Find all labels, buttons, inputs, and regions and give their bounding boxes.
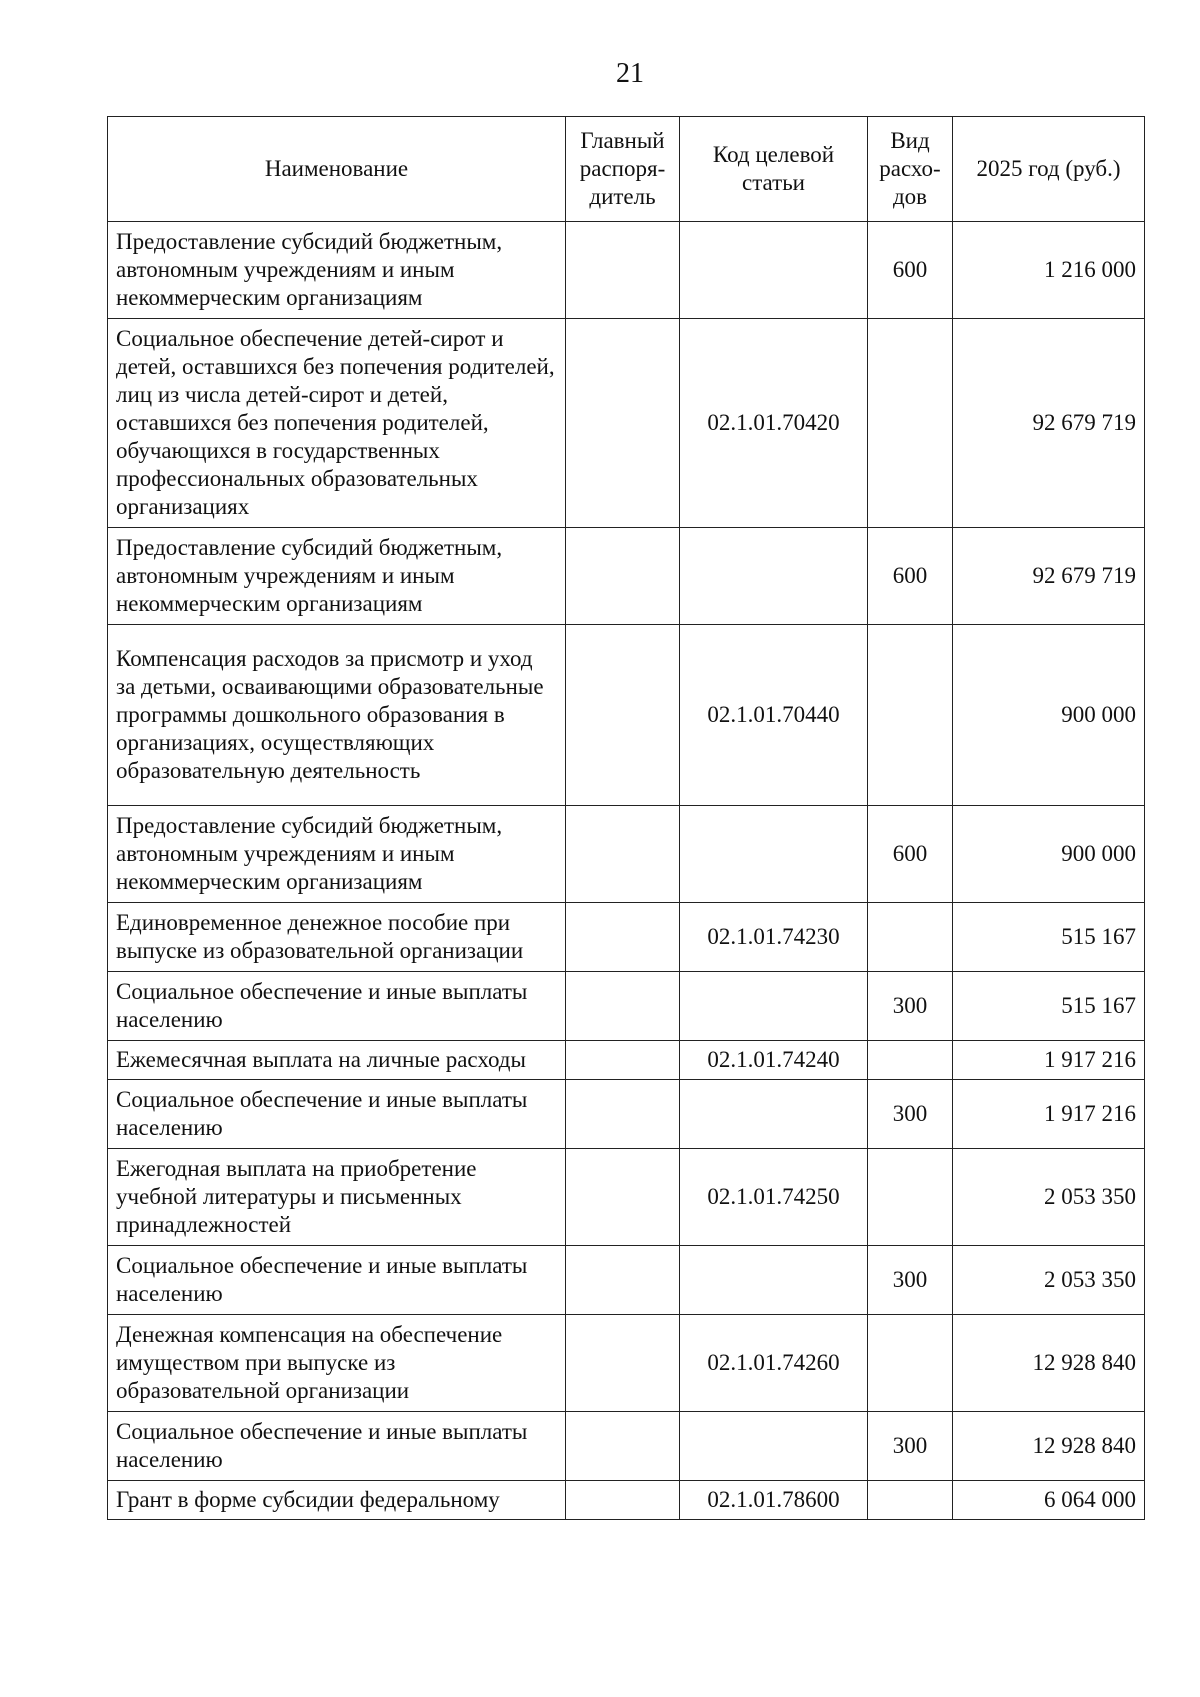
page-number: 21 [616,58,644,89]
row-sum: 515 167 [953,972,1145,1041]
table-row [108,1041,1145,1080]
row-sum: 515 167 [953,903,1145,972]
row-target-code [680,1412,868,1481]
row-expense-type: 300 [868,1080,953,1149]
row-sum: 900 000 [953,806,1145,903]
table-row [108,1481,1145,1520]
row-expense-type [868,903,953,972]
budget-table [107,116,1145,1520]
row-main-manager [566,1412,680,1481]
header-expense-type: Вид расхо-дов [868,117,953,222]
row-name: Ежегодная выплата на приобретение учебной литературы и письменных принадлежностей [108,1149,566,1246]
header-name: Наименование [108,117,566,222]
row-expense-type: 300 [868,1412,953,1481]
row-sum: 92 679 719 [953,528,1145,625]
row-main-manager [566,528,680,625]
table-row [108,1080,1145,1149]
row-sum: 92 679 719 [953,319,1145,528]
row-sum: 900 000 [953,625,1145,806]
row-target-code [680,1080,868,1149]
row-main-manager [566,1149,680,1246]
row-main-manager [566,1481,680,1520]
table-row [108,903,1145,972]
row-main-manager [566,319,680,528]
row-expense-type [868,1041,953,1080]
row-sum: 1 216 000 [953,222,1145,319]
row-name: Социальное обеспечение детей-сирот и детей, оставшихся без попечения родителей, лиц из числа детей-сирот и детей, оставшихся без попечения родителей, обучающихся в государственных профессиональных образовательных организациях [108,319,566,528]
row-main-manager [566,806,680,903]
row-expense-type [868,625,953,806]
row-name: Социальное обеспечение и иные выплаты населению [108,972,566,1041]
table-row [108,319,1145,528]
row-main-manager [566,1246,680,1315]
row-name: Ежемесячная выплата на личные расходы [108,1041,566,1080]
row-target-code: 02.1.01.70420 [680,319,868,528]
row-expense-type: 300 [868,972,953,1041]
row-main-manager [566,1080,680,1149]
row-target-code: 02.1.01.74230 [680,903,868,972]
row-name: Денежная компенсация на обеспечение имуществом при выпуске из образовательной организации [108,1315,566,1412]
header-target-code: Код целевой статьи [680,117,868,222]
row-expense-type [868,319,953,528]
row-main-manager [566,903,680,972]
row-expense-type: 600 [868,806,953,903]
row-target-code [680,806,868,903]
row-main-manager [566,972,680,1041]
row-target-code [680,528,868,625]
table-row [108,528,1145,625]
row-target-code: 02.1.01.74250 [680,1149,868,1246]
row-name: Социальное обеспечение и иные выплаты населению [108,1080,566,1149]
row-target-code: 02.1.01.74260 [680,1315,868,1412]
row-name: Единовременное денежное пособие при выпуске из образовательной организации [108,903,566,972]
row-expense-type: 300 [868,1246,953,1315]
row-expense-type: 600 [868,222,953,319]
row-sum: 1 917 216 [953,1041,1145,1080]
row-name: Предоставление субсидий бюджетным, автономным учреждениям и иным некоммерческим организациям [108,806,566,903]
row-name: Предоставление субсидий бюджетным, автономным учреждениям и иным некоммерческим организациям [108,222,566,319]
row-sum: 2 053 350 [953,1149,1145,1246]
row-target-code: 02.1.01.74240 [680,1041,868,1080]
table-row [108,1149,1145,1246]
table-row [108,222,1145,319]
table-row [108,806,1145,903]
row-main-manager [566,1041,680,1080]
row-name: Компенсация расходов за присмотр и уход за детьми, осваивающими образовательные программы дошкольного образования в организациях, осуществляющих образовательную деятельность [108,625,566,806]
row-sum: 12 928 840 [953,1412,1145,1481]
row-name: Грант в форме субсидии федеральному [108,1481,566,1520]
row-target-code [680,222,868,319]
table-row [108,972,1145,1041]
table-row [108,1246,1145,1315]
row-sum: 12 928 840 [953,1315,1145,1412]
row-sum: 1 917 216 [953,1080,1145,1149]
row-main-manager [566,222,680,319]
row-target-code [680,972,868,1041]
row-sum: 2 053 350 [953,1246,1145,1315]
header-year-2025: 2025 год (руб.) [953,117,1145,222]
table-header [108,117,1145,222]
row-target-code: 02.1.01.78600 [680,1481,868,1520]
row-name: Предоставление субсидий бюджетным, автономным учреждениям и иным некоммерческим организациям [108,528,566,625]
row-name: Социальное обеспечение и иные выплаты населению [108,1246,566,1315]
row-expense-type [868,1481,953,1520]
row-target-code [680,1246,868,1315]
row-sum: 6 064 000 [953,1481,1145,1520]
row-main-manager [566,625,680,806]
row-target-code: 02.1.01.70440 [680,625,868,806]
table-row [108,1412,1145,1481]
row-expense-type [868,1315,953,1412]
table-row [108,1315,1145,1412]
table-row [108,625,1145,806]
row-expense-type [868,1149,953,1246]
row-expense-type: 600 [868,528,953,625]
row-main-manager [566,1315,680,1412]
row-name: Социальное обеспечение и иные выплаты населению [108,1412,566,1481]
header-main-manager: Главный распоря-дитель [566,117,680,222]
